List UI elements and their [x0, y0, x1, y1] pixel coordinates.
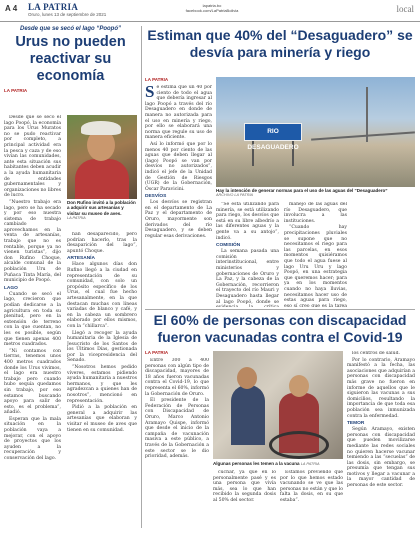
top-column-3 [284, 202, 347, 307]
paragraph: Esperan que la mala situación en la población vaya a mejorar, con el apoyo de proyectos que los ayuden a la recuperación y conservación del lago. [4, 416, 61, 462]
bottom-photo-caption [213, 461, 343, 466]
caption-source: LA PATRIA [67, 216, 86, 221]
photo-bridge-rail [311, 131, 415, 140]
caption-text: Algunas personas les temen a la vacuna [213, 461, 300, 466]
left-kicker: Desde que se secó el lago “Poopó” [19, 26, 122, 32]
caption-text: Hay la intención de generar normas para el uso de las aguas del “Desaguadero” [216, 188, 388, 193]
desaguadero-photo [216, 77, 415, 187]
paragraph: “Cuando hay precipitaciones pluviales se supone que no necesitamos el riego para las parcelas, en esos momentos quisiéramos que todo el agua fuese al lago Uru Uru y lago Poopó, en una estrategia que queremos hacer; para ya en los momentos cuando no haya lluvias, necesitamos hacer uso de estas aguas para riego, eso sí creo que es la tarea [284, 225, 347, 307]
caption-text: Don Rufino invitó a la población a adquirir sus artesanías y visitar su museo de aves. [67, 200, 136, 216]
paragraph: Estamos previendo que por lo que hemos estado vacunando se ve que las personas no están y que lo falta la dosis, en su que estaba”. [280, 470, 343, 503]
paragraph: cuchar, ya que en lo personalmente pasé y es una persona que vivía más, sea lo que han recibido la segunda dosis al 50% del sector. [213, 470, 276, 503]
bottom-column-2 [213, 470, 276, 528]
paragraph: Hace algunos días don Rufino llegó a la ciudad en representación de su comunidad, con solo un propósito específico de los Urus, el cual fue hecho artesanalmente, en la que destacan muchas con líneas variadas de blanco y café, y en la cabeza un sombrero elaborado por ellos mismos, con la “chillarca”. [67, 262, 137, 329]
photo-figure-body [75, 159, 129, 199]
paragraph: “Nuestro trabajo era lago, pero se ha secado y por eso nuestra sistema de trabajo cambiado aprovechamos en la venta de artesanías, trabajo que no es rentable, porque ya no vienen turistas”, dijo don Rufino Choque, alcalde comunal de la población Uru de Puñaca Tinta María, del municipio de Poopó. [4, 199, 61, 284]
top-column-4 [352, 202, 415, 307]
photo-wheelchair [269, 431, 329, 459]
drop-cap: S [145, 85, 155, 101]
paragraph: El presidente de la Federación de Personas con Discapacidad de Oruro, Marco Antonio Aramayo Quispe, informó que desde el inicio de la campaña de vacunación masiva a este público, a través de la Gobernación a este sector se le dio prioridad, además. [145, 398, 209, 460]
left-headline: Urus no pueden reactivar su economía [15, 34, 126, 84]
paragraph [145, 85, 212, 141]
rufino-photo [67, 115, 137, 199]
website-link[interactable]: lapatria.bo [202, 3, 222, 8]
paragraph: Pidió a la población en general a adquirir las artesanías que elaboran y visitar el museo de aves que tienen en su comunidad. [67, 405, 137, 433]
newspaper-logo: LA PATRIA [28, 2, 79, 12]
paragraph: Llegó a recoger la ayuda humanitaria de la Iglesia de Jesucristo de los Santos de los Últimos Días, gestionada por la vicepresidencia del Senado. [67, 330, 137, 364]
paragraph: Desde que se secó el lago Poopó, la economía para los Urus Muratos no se pudo reactivar por completo, a principal actividad era la pesca y caza y de eso vivían las comunidades, ante esta situación sus habitantes deben acudir a la ayuda humanitaria de entidades gubernamentales y organizaciones no libres de lucro. [4, 115, 61, 199]
left-photo-caption [67, 200, 137, 220]
paragraph-text: e estima que un 40 por ciento de todo el agua que debería ingresar al lago Poopó a través del río Desaguadero en donde de manera no autorizada para el uso en minería y riego, por ello se elaborará una norma que regule su uso de manera eficiente. [145, 85, 212, 141]
paragraph: Los desvíos se registran en el departamento de La Paz y el departamento de Oruro, mayormente son derivados del río Desaguadero, y se deben regular esas derivaciones. [145, 200, 212, 239]
photo-person-head [237, 367, 257, 389]
page-number: A 4 [5, 4, 18, 13]
story-divider [145, 309, 415, 310]
caption-source: ARCHIVO LA PATRIA [216, 193, 254, 198]
photo-figure-hat [81, 121, 121, 135]
bottom-column-3 [280, 470, 343, 528]
web-links [183, 3, 241, 13]
paragraph: Cuando se secó el lago, crecieron que podían dedicarse a la agricultura en toda su plenitud, pero en la extensión de terreno con la que cuentan, no les es posible, según que tienen apenas 400 metros cuadrados. [4, 291, 61, 348]
subheading: ARTESANÍA [67, 256, 95, 262]
top-column-1 [145, 85, 212, 307]
paragraph: los centros de salud. [352, 351, 400, 356]
paragraph: “Ni contamos con tierras, tenemos unos 400 metros cuadrados donde los Urus vivimos, el lago era nuestro trabajo pero cuando hubo sequía quedamos sin trabajo, por eso estamos buscando apoyo para salir de esto, es el problema”, añadió. [4, 348, 61, 416]
left-column-1 [4, 115, 61, 527]
caption-source: LA PATRIA [300, 462, 320, 466]
paragraph: han desaparecido, pero podrían hacerlo, tras la desaparición del lago”, apuntó Choque. [67, 232, 137, 254]
top-byline: LA PATRIA [145, 77, 169, 82]
left-byline: LA PATRIA [4, 88, 28, 93]
subheading: LAGO [4, 285, 18, 291]
bottom-column-1 [145, 358, 209, 528]
bottom-byline: LA PATRIA [145, 350, 169, 355]
bottom-column-4 [347, 351, 415, 528]
subheading: COMISIÓN [216, 243, 241, 249]
top-photo-caption [216, 188, 415, 197]
paragraph: La semana pasada una comisión interinstitucional, entre ministerios y gobernaciones de Oruro y La Paz, y la cabeza de la Gobernación, recorrieron el trayecto del río Mauri y Desaguadero hasta llegar al lago Poopó, donde se [216, 249, 279, 305]
paragraph: Entre 300 a 400 personas con algún tipo de discapacidad, mayores de 18 años fueron vacunadas contra el Covid-19, lo que representa el 60%, informó la Gobernación de Oruro. [145, 358, 209, 397]
photo-person [231, 385, 265, 445]
page-header [0, 0, 420, 22]
bottom-headline: El 60% de personas con discapacidad fueron vacunadas contra el Covid-19 [153, 312, 407, 345]
left-column-2 [67, 232, 137, 527]
photo-person-head [289, 375, 309, 397]
column-divider [141, 26, 142, 528]
top-headline: Estiman que 40% del “Desaguadero” se desvía para minería y riego [147, 27, 413, 60]
river-sign: RIO DESAGUADERO [244, 123, 302, 141]
subheading: DESVÍOS [145, 194, 167, 200]
facebook-link[interactable]: facebook.com/LaPatriaBolivia [185, 8, 239, 13]
subheading: TEMOR [347, 421, 365, 427]
paragraph: Por lo contrario, Aramayo manifestó a la fecha, las asociaciones que adquirían a personas con discapacidad más grave no fueron en informe de aquellos que le siguieron las vacunas a sus domicilios, resultando la importancia de que toda esa población sea inmunizada contra la enfermedad. [347, 357, 415, 419]
paragraph: Así lo informó que por lo menos 40 por ciento de las aguas que deben llegar al (lago) Poopó se van por desvíos no autorizados”, indicó el jefe de la Unidad de Gestión de Riesgos (UGR) de la Gobernación, Óscar Paravicini. [145, 141, 212, 192]
paragraph: “Se está utilizando para minería, se está utilizando para riego, los desvíos que está en su libre albedrío a las diferentes aguas y la gente va a su antojo”, indicó. [216, 202, 279, 241]
paragraph: Según Aramayo, existen personas con discapacidad que pueden movilizarse mediante las redes sociales no quieren hacerse vacunar temiendo a las “secuelas” de las dosis, sin embargo, se presumía que tengan sus motivos y llegar a vacunar a la mayor cantidad de personas de este sector. [347, 427, 415, 489]
vaccination-photo [213, 351, 343, 459]
top-column-2 [216, 202, 279, 307]
paragraph: manejo de las aguas del río Desaguadero, que involucra a las instituciones. [284, 202, 347, 224]
paragraph: “Nosotros hemos pedido víveres, estamos pidiendo ayuda humanitaria a nuestros hermanos, y que les agradezcan a quienes han de nosotros”, mencionó en representación. [67, 365, 137, 404]
left-story-header [4, 26, 137, 93]
issue-date: Oruro, lunes 13 de septiembre de 2021 [28, 12, 107, 17]
section-label: local [396, 4, 414, 14]
